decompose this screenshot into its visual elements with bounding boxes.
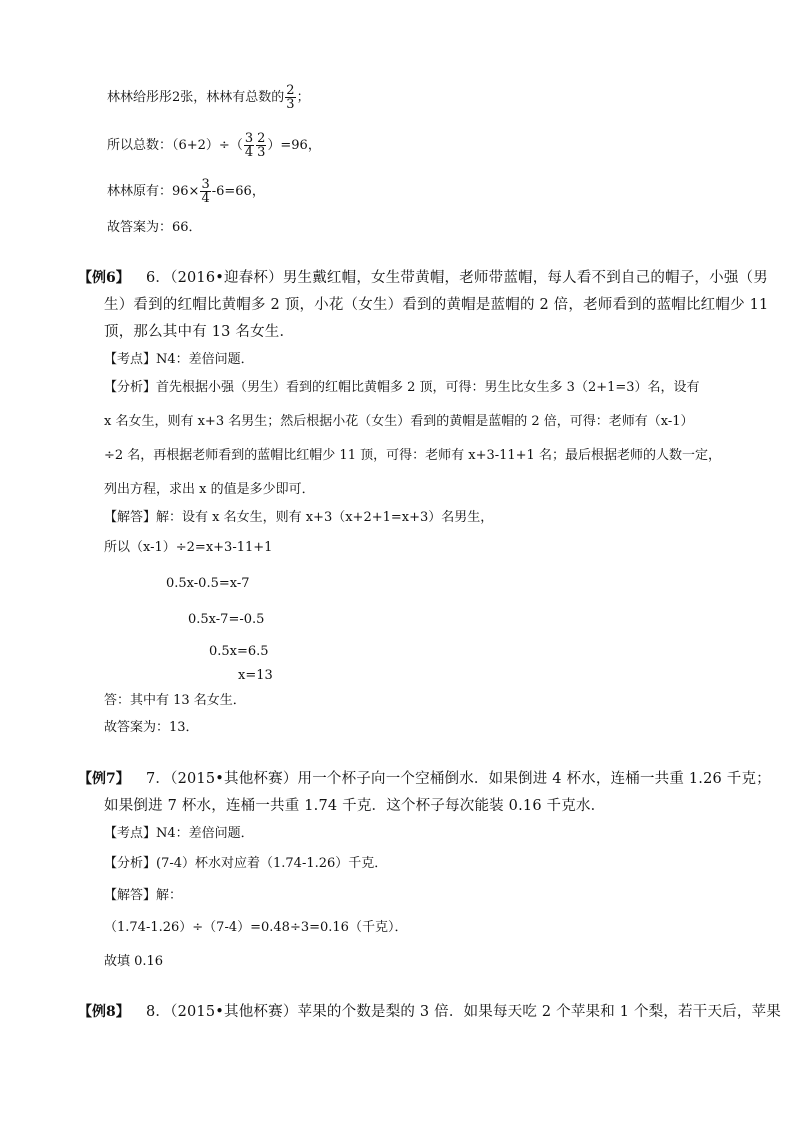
kaodian-line: 【考点】N4：差倍问题． bbox=[104, 826, 254, 841]
text: 林林给彤彤2张，林林有总数的 bbox=[107, 90, 285, 105]
equation-line: 0.5x-7=-0.5 bbox=[188, 612, 265, 627]
equation-line: 所以（x-1）÷2=x+3-11+1 bbox=[104, 540, 273, 555]
fraction: $\frac{3}{4}$ bbox=[244, 131, 254, 160]
example-6-tag: 【例6】 bbox=[78, 270, 130, 286]
solution-line: 【解答】解： bbox=[104, 888, 183, 903]
analysis-line: 【分析】(7-4）杯水对应着（1.74-1.26）千克． bbox=[104, 856, 388, 871]
equation-line: 0.5x=6.5 bbox=[209, 644, 269, 659]
answer-line: 故答案为：66． bbox=[107, 220, 202, 235]
analysis-line: x 名女生，则有 x+3 名男生；然后根据小花（女生）看到的黄帽是蓝帽的 2 倍，可得：老师有（x-1） bbox=[104, 414, 694, 429]
question-line: 6．（2016•迎春杯）男生戴红帽，女生带黄帽，老师带蓝帽，每人看不到自己的帽子，小强（男 bbox=[146, 270, 768, 286]
analysis-line: 【分析】首先根据小强（男生）看到的红帽比黄帽多 2 顶，可得：男生比女生多 3（2+1=3）名，设有 bbox=[104, 380, 700, 395]
final-answer-line: 故答案为：13． bbox=[104, 720, 199, 735]
solution-line-1: 林林给彤彤2张，林林有总数的 $\frac{2}{3}$ ； bbox=[107, 83, 310, 112]
fraction: $\frac{2}{3}$ bbox=[286, 83, 295, 112]
equation-line: 0.5x-0.5=x-7 bbox=[166, 576, 250, 591]
answer-line: 答：其中有 13 名女生． bbox=[104, 693, 246, 708]
analysis-line: ÷2 名，再根据老师看到的蓝帽比红帽少 11 顶，可得：老师有 x+3-11+1 名；最后根据老师的人数一定， bbox=[104, 448, 721, 463]
question-line: 如果倒进 7 杯水，连桶一共重 1.74 千克．这个杯子每次能装 0.16 千克水． bbox=[104, 798, 606, 814]
solution-line-3: 林林原有：96× $\frac{3}{4}$ -6=66， bbox=[107, 177, 265, 206]
equation-line: （1.74-1.26）÷（7-4）=0.48÷3=0.16（千克）． bbox=[104, 920, 408, 935]
final-answer-line: 故填 0.16 bbox=[104, 954, 164, 969]
fraction: $\frac{2}{3}$ bbox=[257, 131, 266, 160]
example-7-tag: 【例7】 bbox=[78, 771, 130, 787]
question-line: 生）看到的红帽比黄帽多 2 顶，小花（女生）看到的黄帽是蓝帽的 2 倍，老师看到的蓝帽比红帽少 11 bbox=[104, 297, 769, 313]
solution-line-2: 所以总数：（6+2）÷（ $\frac{3}{4}$ $\frac{2}{3}$ ）=96， bbox=[107, 131, 321, 160]
solution-line: 【解答】解：设有 x 名女生，则有 x+3（x+2+1=x+3）名男生， bbox=[104, 510, 494, 525]
analysis-line: 列出方程，求出 x 的值是多少即可． bbox=[104, 482, 315, 497]
question-line: 顶，那么其中有 13 名女生． bbox=[104, 324, 295, 340]
question-line: 7．（2015•其他杯赛）用一个杯子向一个空桶倒水．如果倒进 4 杯水，连桶一共重 1.26 千克； bbox=[146, 771, 771, 787]
fraction: $\frac{3}{4}$ bbox=[201, 177, 210, 206]
question-line: 8．（2015•其他杯赛）苹果的个数是梨的 3 倍．如果每天吃 2 个苹果和 1 个梨，若干天后，苹果 bbox=[146, 1004, 781, 1020]
example-8-tag: 【例8】 bbox=[78, 1004, 130, 1020]
equation-line: x=13 bbox=[238, 668, 273, 683]
kaodian-line: 【考点】N4：差倍问题． bbox=[104, 352, 254, 367]
